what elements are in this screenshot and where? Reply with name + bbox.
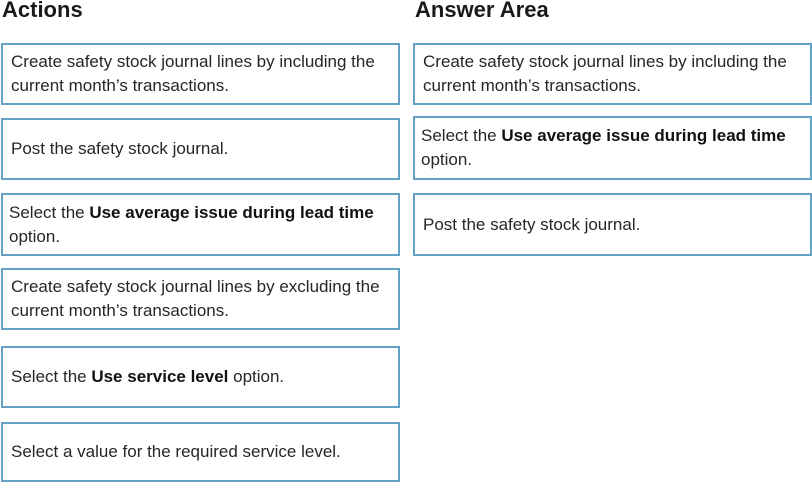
answer-card-text: Create safety stock journal lines by including the current month’s transactions. xyxy=(423,52,787,95)
action-card-text: Post the safety stock journal. xyxy=(11,139,229,158)
action-card-text: Select the Use average issue during lead time option. xyxy=(9,202,374,246)
action-card-use-service-level[interactable] xyxy=(1,346,400,408)
action-card-text: Select a value for the required service level. xyxy=(11,442,341,461)
option-name: Use average issue during lead time xyxy=(501,126,786,145)
action-card-include-transactions[interactable] xyxy=(1,43,400,105)
action-card-select-service-level-value[interactable] xyxy=(1,422,400,482)
option-name: Use average issue during lead time xyxy=(89,202,374,222)
answer-card-text: Post the safety stock journal. xyxy=(423,214,641,234)
action-card-post-journal[interactable] xyxy=(1,118,400,180)
actions-heading: Actions xyxy=(2,0,83,22)
answer-card-2[interactable] xyxy=(413,116,812,180)
answer-card-1[interactable] xyxy=(413,43,812,105)
action-card-text: Select the Use service level option. xyxy=(11,367,285,386)
action-card-text: Create safety stock journal lines by excluding the current month’s transactions. xyxy=(11,277,380,320)
answer-area-heading: Answer Area xyxy=(415,0,549,22)
action-card-exclude-transactions[interactable] xyxy=(1,268,400,330)
action-card-use-average-issue[interactable] xyxy=(1,193,400,256)
answer-card-3[interactable] xyxy=(413,193,812,256)
answer-card-text: Select the Use average issue during lead time option. xyxy=(421,126,786,169)
action-card-text: Create safety stock journal lines by including the current month’s transactions. xyxy=(11,52,375,95)
option-name: Use service level xyxy=(91,367,229,386)
